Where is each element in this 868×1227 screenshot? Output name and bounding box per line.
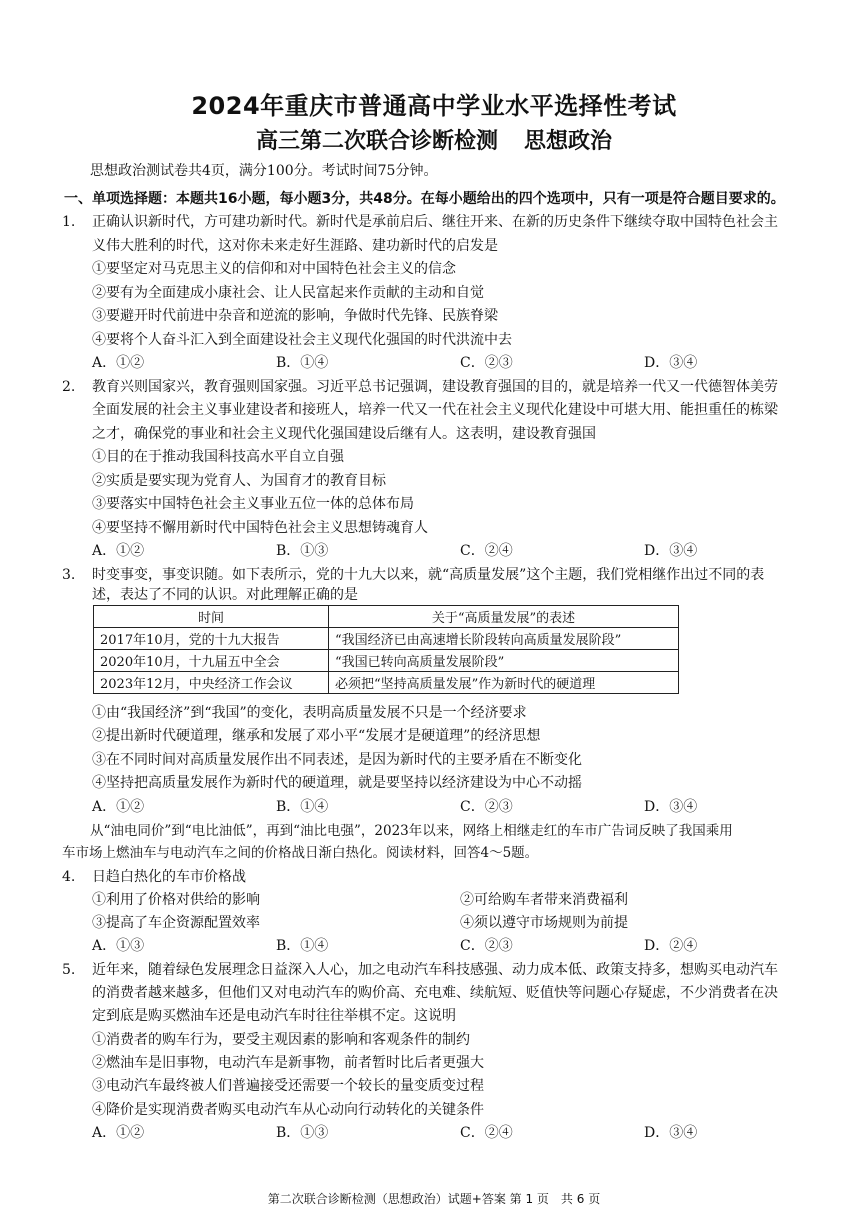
statement: ①目的在于推动我国科技高水平自立自强: [92, 449, 344, 465]
table-cell: 2020年10月，十九届五中全会: [94, 650, 329, 672]
statement: ④须以遵守市场规则为前提: [460, 915, 628, 931]
table-header-row: [94, 606, 679, 628]
option-c[interactable]: C．②④: [460, 543, 513, 559]
question-stem: 定到底是购买燃油车还是电动汽车时往往举棋不定。这说明: [92, 1008, 456, 1024]
answer-options: [92, 797, 792, 817]
answer-options: [92, 541, 792, 561]
exam-subtitle-part1: 高三第二次联合诊断检测: [255, 129, 498, 154]
option-a[interactable]: A．①②: [92, 1125, 145, 1141]
question-number: 2.: [62, 379, 76, 395]
option-b[interactable]: B．①③: [276, 1125, 329, 1141]
option-d[interactable]: D．③④: [644, 1125, 698, 1141]
exam-subject: 思想政治: [524, 129, 613, 154]
statement-table: [93, 605, 679, 694]
reading-material: 从“油电同价”到“电比油低”，再到“油比电强”，2023年以来，网络上相继走红的车市广告词反映了我国乘用: [90, 823, 733, 839]
option-c[interactable]: C．②③: [460, 938, 513, 954]
question-stem: 近年来，随着绿色发展理念日益深入人心，加之电动汽车科技感强、动力成本低、政策支持多，想购买电动汽车: [92, 962, 778, 978]
statement: ③提高了车企资源配置效率: [92, 915, 260, 931]
statement: ④要将个人奋斗汇入到全面建设社会主义现代化强国的时代洪流中去: [92, 332, 512, 348]
option-a[interactable]: A．①③: [92, 938, 145, 954]
statement: ④要坚持不懈用新时代中国特色社会主义思想铸魂育人: [92, 520, 428, 536]
question-number: 4.: [62, 869, 76, 885]
option-c[interactable]: C．②④: [460, 1125, 513, 1141]
statement: ④降价是实现消费者购买电动汽车从心动向行动转化的关键条件: [92, 1102, 484, 1118]
statement: ②可给购车者带来消费福利: [460, 892, 628, 908]
option-a[interactable]: A．①②: [92, 543, 145, 559]
question-stem: 时变事变，事变识随。如下表所示，党的十九大以来，就“高质量发展”这个主题，我们党相继作出过不同的表: [92, 567, 765, 583]
question-stem: 全面发展的社会主义事业建设者和接班人，培养一代又一代在社会主义现代化建设中可堪大用、能担重任的栋梁: [92, 402, 778, 418]
answer-options: [92, 353, 792, 373]
statement: ②提出新时代硬道理，继承和发展了邓小平“发展才是硬道理”的经济思想: [92, 728, 541, 744]
statement-row: [92, 913, 792, 933]
table-row: [94, 650, 679, 672]
question-stem: 之才，确保党的事业和社会主义现代化强国建设后继有人。这表明，建设教育强国: [92, 426, 596, 442]
question-stem: 日趋白热化的车市价格战: [92, 869, 246, 885]
table-row: [94, 628, 679, 650]
section-heading: 一、单项选择题：本题共16小题，每小题3分，共48分。在每小题给出的四个选项中，只有一项是符合题目要求的。: [64, 191, 785, 207]
reading-material: 车市场上燃油车与电动汽车之间的价格战日渐白热化。阅读材料，回答4～5题。: [62, 845, 539, 861]
statement: ②实质是要实现为党育人、为国育才的教育目标: [92, 473, 386, 489]
option-b[interactable]: B．①③: [276, 543, 329, 559]
option-b[interactable]: B．①④: [276, 355, 329, 371]
statement: ①由“我国经济”到“我国”的变化，表明高质量发展不只是一个经济要求: [92, 705, 527, 721]
statement: ①利用了价格对供给的影响: [92, 892, 260, 908]
question-stem: 正确认识新时代，方可建功新时代。新时代是承前启后、继往开来、在新的历史条件下继续夺取中国特色社会主: [92, 214, 778, 230]
question-stem: 教育兴则国家兴，教育强则国家强。习近平总书记强调，建设教育强国的目的，就是培养一代又一代德智体美劳: [92, 379, 778, 395]
question-number: 5.: [62, 962, 76, 978]
page-footer: 第二次联合诊断检测（思想政治）试题+答案 第 1 页 共 6 页: [267, 1192, 601, 1206]
question-number: 3.: [62, 567, 76, 583]
statement: ③要避开时代前进中杂音和逆流的影响，争做时代先锋、民族脊梁: [92, 308, 498, 324]
question-stem: 义伟大胜利的时代，这对你未来走好生涯路、建功新时代的启发是: [92, 238, 498, 254]
exam-intro: 思想政治测试卷共4页，满分100分。考试时间75分钟。: [90, 163, 438, 179]
answer-options: [92, 1123, 792, 1143]
table-row: [94, 672, 679, 694]
table-cell: “我国经济已由高速增长阶段转向高质量发展阶段”: [329, 628, 679, 650]
table-cell: 2017年10月，党的十九大报告: [94, 628, 329, 650]
statement: ①要坚定对马克思主义的信仰和对中国特色社会主义的信念: [92, 261, 456, 277]
exam-title: 2024年重庆市普通高中学业水平选择性考试: [191, 92, 677, 120]
table-header: 时间: [94, 606, 329, 628]
table-header: 关于“高质量发展”的表述: [329, 606, 679, 628]
statement: ③在不同时间对高质量发展作出不同表述，是因为新时代的主要矛盾在不断变化: [92, 752, 582, 768]
option-c[interactable]: C．②③: [460, 799, 513, 815]
statement: ④坚持把高质量发展作为新时代的硬道理，就是要坚持以经济建设为中心不动摇: [92, 775, 582, 791]
statement: ③电动汽车最终被人们普遍接受还需要一个较长的量变质变过程: [92, 1078, 484, 1094]
statement: ②要有为全面建成小康社会、让人民富起来作贡献的主动和自觉: [92, 285, 484, 301]
statement: ①消费者的购车行为，要受主观因素的影响和客观条件的制约: [92, 1032, 470, 1048]
option-b[interactable]: B．①④: [276, 799, 329, 815]
answer-options: [92, 936, 792, 956]
statement: ③要落实中国特色社会主义事业五位一体的总体布局: [92, 496, 414, 512]
option-d[interactable]: D．③④: [644, 355, 698, 371]
option-d[interactable]: D．③④: [644, 799, 698, 815]
option-a[interactable]: A．①②: [92, 799, 145, 815]
table-cell: 必须把“坚持高质量发展”作为新时代的硬道理: [329, 672, 679, 694]
table-cell: “我国已转向高质量发展阶段”: [329, 650, 679, 672]
exam-subtitle: [0, 124, 868, 155]
table-cell: 2023年12月，中央经济工作会议: [94, 672, 329, 694]
question-stem: 述，表达了不同的认识。对此理解正确的是: [92, 587, 358, 603]
option-d[interactable]: D．②④: [644, 938, 698, 954]
option-d[interactable]: D．③④: [644, 543, 698, 559]
question-number: 1.: [62, 214, 76, 230]
option-b[interactable]: B．①④: [276, 938, 329, 954]
statement: ②燃油车是旧事物，电动汽车是新事物，前者暂时比后者更强大: [92, 1055, 484, 1071]
option-c[interactable]: C．②③: [460, 355, 513, 371]
question-stem: 的消费者越来越多，但他们又对电动汽车的购价高、充电难、续航短、贬值快等问题心存疑虑，不少消费者在决: [92, 985, 778, 1001]
statement-row: [92, 890, 792, 910]
option-a[interactable]: A．①②: [92, 355, 145, 371]
